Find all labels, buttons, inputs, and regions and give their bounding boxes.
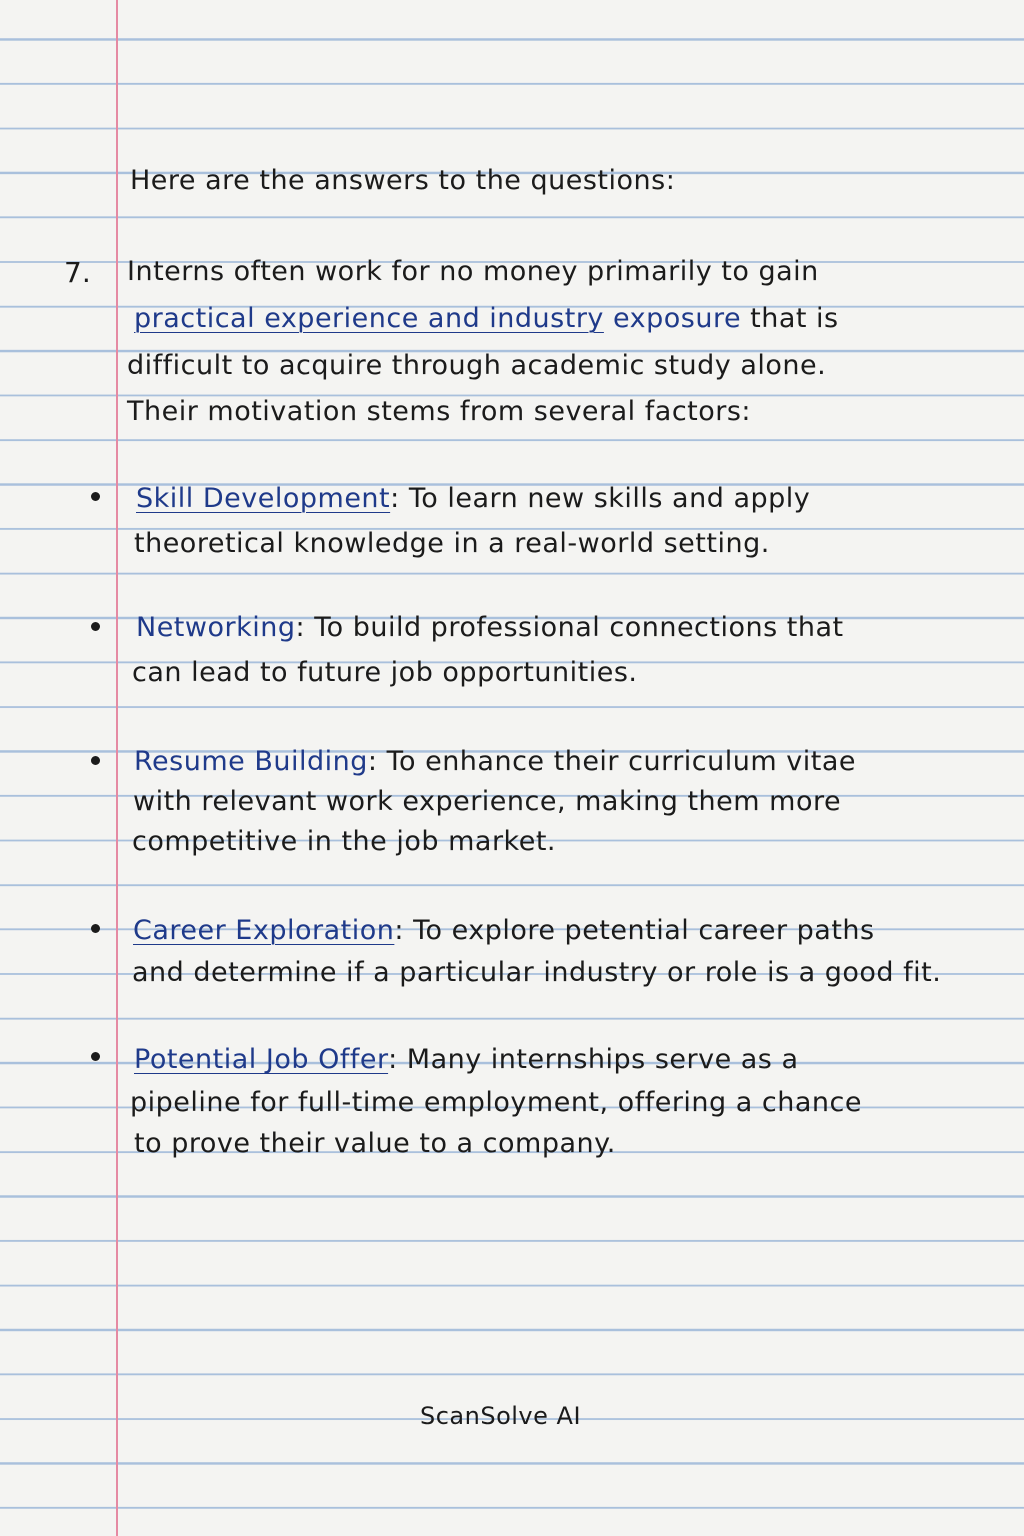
bullet-5-line-1 — [134, 1046, 799, 1073]
bullet-1-sep: : — [390, 483, 400, 514]
bullet-3-line-3: competitive in the job market. — [132, 826, 556, 857]
bullet-2-text-1: To build professional connections that — [314, 612, 844, 643]
bullet-1-line-2: theoretical knowledge in a real-world setting. — [134, 528, 770, 559]
bullet-dot — [91, 492, 100, 501]
margin-line — [116, 0, 118, 1536]
bullet-dot — [91, 756, 100, 765]
bullet-4-sep: : — [394, 915, 404, 946]
bullet-dot — [91, 924, 100, 933]
bullet-4-line-1 — [133, 917, 875, 944]
footer-brand: ScanSolve AI — [420, 1402, 582, 1430]
bullet-3-text-1: To enhance their curriculum vitae — [386, 746, 856, 777]
question-line-4: Their motivation stems from several factors: — [127, 396, 752, 427]
bullet-4-term: Career Exploration — [133, 915, 395, 946]
bullet-3-line-1 — [134, 748, 856, 775]
bullet-1-line-1 — [136, 485, 810, 512]
bullet-5-line-2: pipeline for full-time employment, offering a chance — [130, 1087, 862, 1118]
bullet-2-line-1 — [136, 614, 844, 641]
bullet-2-term: Networking — [136, 612, 296, 643]
highlight-phrase-tail: exposure — [603, 303, 742, 334]
bullet-2-line-2: can lead to future job opportunities. — [132, 657, 638, 688]
question-line-1: Interns often work for no money primarily to gain — [127, 256, 819, 287]
highlight-phrase: practical experience and industry — [134, 303, 604, 334]
bullet-5-sep: : — [388, 1044, 398, 1075]
question-number: 7. — [64, 256, 91, 289]
bullet-5-text-1: Many internships serve as a — [406, 1044, 799, 1075]
bullet-1-term: Skill Development — [136, 483, 391, 514]
bullet-5-term: Potential Job Offer — [134, 1044, 389, 1075]
bullet-1-text-1: To learn new skills and apply — [408, 483, 811, 514]
bullet-dot — [91, 1052, 100, 1061]
bullet-dot — [91, 622, 100, 631]
bullet-3-line-2: with relevant work experience, making them more — [133, 786, 842, 817]
bullet-4-text-1: To explore petential career paths — [413, 915, 875, 946]
question-line-3: difficult to acquire through academic study alone. — [127, 350, 827, 381]
question-line-2-rest: that is — [741, 303, 839, 334]
bullet-4-line-2: and determine if a particular industry or role is a good fit. — [132, 957, 942, 988]
bullet-3-term: Resume Building — [134, 746, 368, 777]
bullet-2-sep: : — [295, 612, 306, 643]
question-line-2 — [134, 305, 839, 332]
intro-text: Here are the answers to the questions: — [130, 165, 676, 196]
bullet-3-sep: : — [367, 746, 378, 777]
bullet-5-line-3: to prove their value to a company. — [134, 1128, 616, 1159]
